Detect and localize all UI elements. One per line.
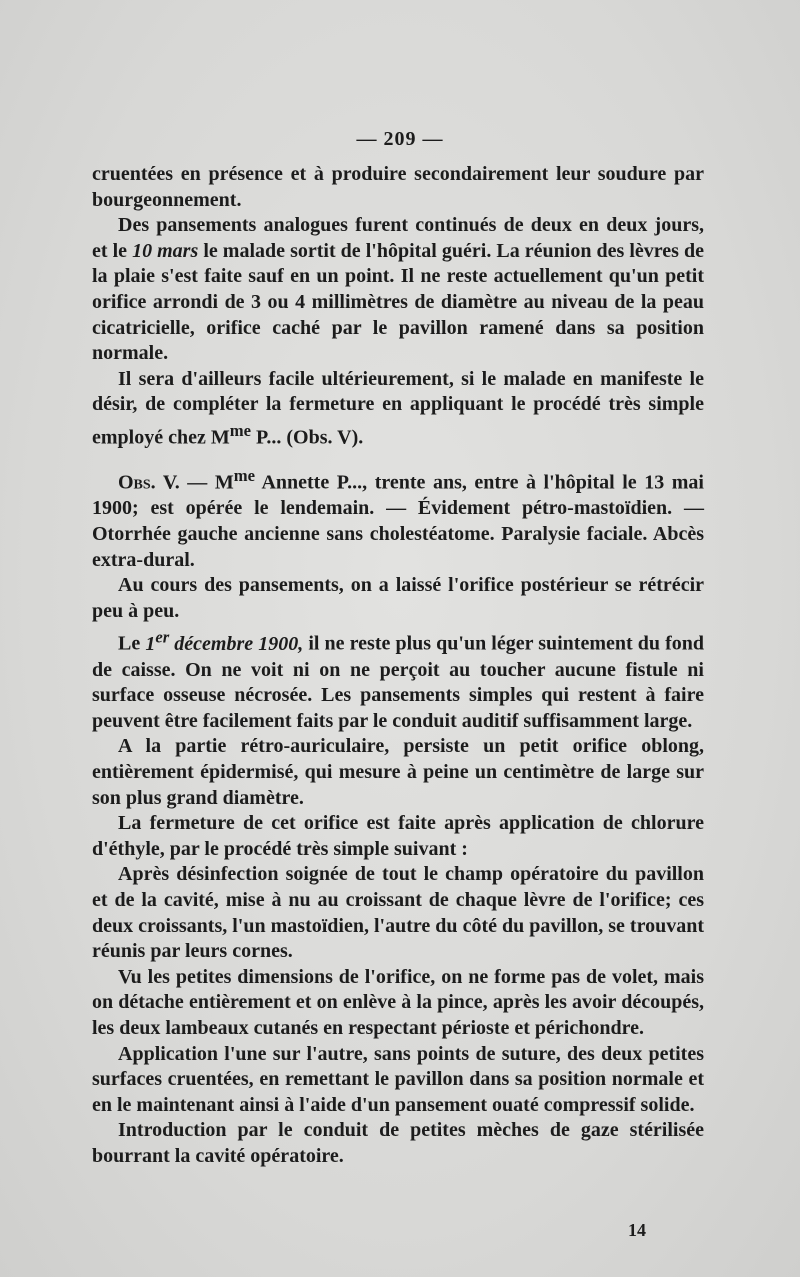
date-10-mars: 10 mars (132, 239, 199, 262)
paragraph-3 (92, 367, 704, 451)
paragraph-11: Application l'une sur l'autre, sans points de suture, des deux petites surfaces cruentées, en remettant le pavillon dans sa position normale et en le maintenant ainsi à l'aide d'un pansement ouaté compressif solide. (92, 1042, 704, 1116)
paragraph-2 (92, 213, 704, 367)
superscript-me: me (229, 420, 252, 440)
obs-label: Obs. (118, 471, 156, 494)
date-day-sup: er (155, 627, 170, 647)
paragraph-1: cruentées en présence et à produire secondairement leur soudure par bourgeonnement. (92, 163, 704, 211)
obs-part-b: Annette P..., trente ans, entre à l'hôpital le 13 mai 1900; est opérée le lendemain. — Évidement pétro-mastoïdien. — Otorrhée gauche ancienne sans cholestéatome. Paralysie faciale. Abcès extra-dural. (92, 471, 704, 571)
paragraph-6 (92, 624, 704, 734)
paragraph-7: A la partie rétro-auriculaire, persiste un petit orifice oblong, entièrement épidermisé, qui mesure à peine un centimètre de large sur son plus grand diamètre. (92, 735, 704, 809)
paragraph-8: La fermeture de cet orifice est faite après application de chlorure d'éthyle, par le procédé très simple suivant : (92, 812, 704, 860)
paragraph-2-part-b: le malade sortit de l'hôpital guéri. La réunion des lèvres de la plaie s'est faite sauf en un point. Il ne reste actuellement qu'un petit orifice arrondi de 3 ou 4 millimètres de diamètre au niveau de la peau cicatricielle, orifice caché par le pavillon ramené dans sa position normale. (92, 239, 704, 365)
obs-part-a: V. — M (155, 471, 234, 494)
observation-v (92, 463, 704, 573)
obs-superscript: me (233, 466, 255, 486)
paragraph-3-part-a: Il sera d'ailleurs facile ultérieurement, si le malade en manifeste le désir, de compléter la fermeture en appliquant le procédé très simple employé chez M (92, 367, 704, 449)
paragraph-10: Vu les petites dimensions de l'orifice, on ne forme pas de volet, mais on détache entièrement et on enlève à la pince, après les avoir découpés, les deux lambeaux cutanés en respectant périoste et périchondre. (92, 965, 704, 1039)
spacer (92, 451, 704, 463)
signature-mark: 14 (628, 1220, 646, 1240)
paragraph-2-part-a: Des pansements analogues furent continués de deux en deux jours, et le (92, 214, 704, 262)
date-day: 1 (145, 633, 156, 656)
paragraph-3-part-b: P... (Obs. V). (251, 426, 364, 449)
paragraph-5: Au cours des pansements, on a laissé l'orifice postérieur se rétrécir peu à peu. (92, 574, 704, 622)
paragraph-9: Après désinfection soignée de tout le champ opératoire du pavillon et de la cavité, mise à nu au croissant de chaque lèvre de l'orifice; ces deux croissants, l'un mastoïdien, l'autre du côté du pavillon, se trouvant réunis par leurs cornes. (92, 863, 704, 963)
date-rest: décembre 1900, (169, 633, 304, 656)
body-text (92, 162, 704, 1170)
page-number: — 209 — (356, 128, 444, 150)
paragraph-12: Introduction par le conduit de petites mèches de gaze stérilisée bourrant la cavité opératoire. (92, 1119, 704, 1167)
date-1er-decembre (145, 627, 304, 656)
paragraph-6-part-a: Le (118, 633, 146, 656)
paragraph-6-part-b: il ne reste plus qu'un léger suintement du fond de caisse. On ne voit ni on ne perçoit au toucher aucune fistule ni surface osseuse nécrosée. Les pansements simples qui restent à faire peuvent être facilement faits par le conduit auditif suffisamment large. (92, 633, 705, 732)
